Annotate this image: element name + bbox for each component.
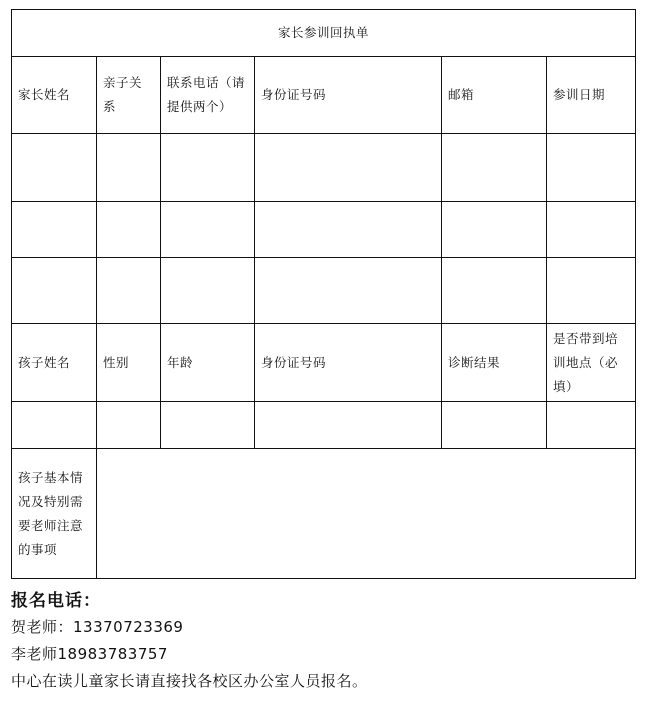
header-gender: 性别: [97, 324, 161, 402]
header-relationship: 亲子关系: [97, 57, 161, 134]
notes-row: [12, 449, 636, 579]
header-child-id-number: 身份证号码: [255, 324, 442, 402]
training-date-cell[interactable]: [547, 202, 636, 258]
parent-name-cell[interactable]: [12, 258, 97, 324]
header-child-name: 孩子姓名: [12, 324, 97, 402]
notes-cell[interactable]: [97, 449, 636, 579]
header-parent-id-number: 身份证号码: [255, 57, 442, 134]
registration-receipt-table: [11, 9, 636, 579]
form-title: 家长参训回执单: [12, 10, 636, 57]
email-cell[interactable]: [442, 134, 547, 202]
gender-cell[interactable]: [97, 402, 161, 449]
phone-cell[interactable]: [161, 202, 255, 258]
relationship-cell[interactable]: [97, 258, 161, 324]
parent-id-cell[interactable]: [255, 258, 442, 324]
header-age: 年龄: [161, 324, 255, 402]
header-diagnosis: 诊断结果: [442, 324, 547, 402]
contact-li: 李老师18983783757: [11, 645, 168, 663]
email-cell[interactable]: [442, 258, 547, 324]
header-phone: 联系电话（请提供两个）: [161, 57, 255, 134]
parent-name-cell[interactable]: [12, 202, 97, 258]
parent-entry-row: [12, 134, 636, 202]
header-bring-to-site: 是否带到培训地点（必填）: [547, 324, 636, 402]
parent-id-cell[interactable]: [255, 134, 442, 202]
parent-name-cell[interactable]: [12, 134, 97, 202]
header-email: 邮箱: [442, 57, 547, 134]
parent-entry-row: [12, 258, 636, 324]
parent-header-row: [12, 57, 636, 134]
header-training-date: 参训日期: [547, 57, 636, 134]
registration-info: [11, 588, 635, 695]
header-parent-name: 家长姓名: [12, 57, 97, 134]
child-header-row: [12, 324, 636, 402]
relationship-cell[interactable]: [97, 134, 161, 202]
relationship-cell[interactable]: [97, 202, 161, 258]
parent-entry-row: [12, 202, 636, 258]
child-name-cell[interactable]: [12, 402, 97, 449]
diagnosis-cell[interactable]: [442, 402, 547, 449]
parent-id-cell[interactable]: [255, 202, 442, 258]
training-date-cell[interactable]: [547, 258, 636, 324]
child-entry-row: [12, 402, 636, 449]
email-cell[interactable]: [442, 202, 547, 258]
notes-label: 孩子基本情况及特别需要老师注意的事项: [12, 449, 97, 579]
registration-note: 中心在读儿童家长请直接找各校区办公室人员报名。: [11, 672, 368, 690]
registration-phone-heading: 报名电话：: [11, 591, 101, 611]
contact-he: 贺老师：13370723369: [11, 618, 184, 636]
bring-to-site-cell[interactable]: [547, 402, 636, 449]
training-date-cell[interactable]: [547, 134, 636, 202]
child-id-cell[interactable]: [255, 402, 442, 449]
phone-cell[interactable]: [161, 258, 255, 324]
age-cell[interactable]: [161, 402, 255, 449]
phone-cell[interactable]: [161, 134, 255, 202]
